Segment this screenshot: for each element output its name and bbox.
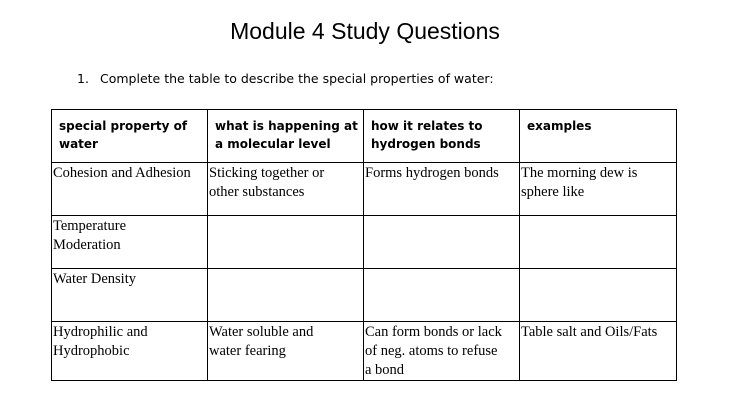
cell-line: Sticking together or	[209, 165, 325, 181]
cell-line: Hydrophobic	[53, 343, 130, 359]
header-molecular-level	[208, 110, 364, 163]
header-line: how it relates to	[371, 119, 483, 133]
table-row	[52, 322, 677, 381]
cell-molecular[interactable]	[208, 269, 364, 322]
cell-examples	[520, 322, 677, 381]
cell-hydrogen	[364, 322, 520, 381]
header-line: water	[59, 137, 98, 151]
header-line: hydrogen bonds	[371, 137, 481, 151]
cell-line: Water Density	[53, 271, 136, 287]
header-line: what is happening at	[215, 119, 358, 133]
cell-molecular	[208, 322, 364, 381]
header-line: examples	[527, 119, 592, 133]
water-properties-table	[51, 109, 677, 381]
document-title: Module 4 Study Questions	[230, 18, 500, 44]
question-number: 1.	[77, 71, 89, 86]
question-text: Complete the table to describe the special properties of water:	[100, 71, 494, 86]
cell-examples[interactable]	[520, 216, 677, 269]
table-header-row	[52, 110, 677, 163]
header-examples	[520, 110, 677, 163]
cell-hydrogen	[364, 163, 520, 216]
cell-line: Forms hydrogen bonds	[365, 165, 499, 181]
header-line: special property of	[59, 119, 188, 133]
cell-molecular	[208, 163, 364, 216]
cell-property	[52, 322, 208, 381]
table-row	[52, 216, 677, 269]
cell-molecular[interactable]	[208, 216, 364, 269]
cell-property	[52, 269, 208, 322]
cell-line: other substances	[209, 184, 305, 200]
cell-hydrogen[interactable]	[364, 269, 520, 322]
header-hydrogen-bonds	[364, 110, 520, 163]
cell-property	[52, 163, 208, 216]
header-special-property	[52, 110, 208, 163]
cell-line: Temperature	[53, 218, 127, 234]
cell-line: Cohesion and Adhesion	[53, 165, 191, 181]
cell-line: of neg. atoms to refuse	[365, 343, 498, 359]
cell-line: Can form bonds or lack	[365, 324, 502, 340]
table-row	[52, 269, 677, 322]
cell-line: a bond	[365, 362, 405, 378]
header-line: a molecular level	[215, 137, 331, 151]
cell-line: water fearing	[209, 343, 286, 359]
cell-property	[52, 216, 208, 269]
cell-line: Water soluble and	[209, 324, 314, 340]
table-row	[52, 163, 677, 216]
cell-line: Hydrophilic and	[53, 324, 148, 340]
cell-examples[interactable]	[520, 269, 677, 322]
cell-examples	[520, 163, 677, 216]
cell-hydrogen[interactable]	[364, 216, 520, 269]
cell-line: The morning dew is	[521, 165, 638, 181]
cell-line: Table salt and Oils/Fats	[521, 324, 658, 340]
cell-line: sphere like	[521, 184, 585, 200]
question-1	[77, 70, 494, 88]
cell-line: Moderation	[53, 237, 121, 253]
